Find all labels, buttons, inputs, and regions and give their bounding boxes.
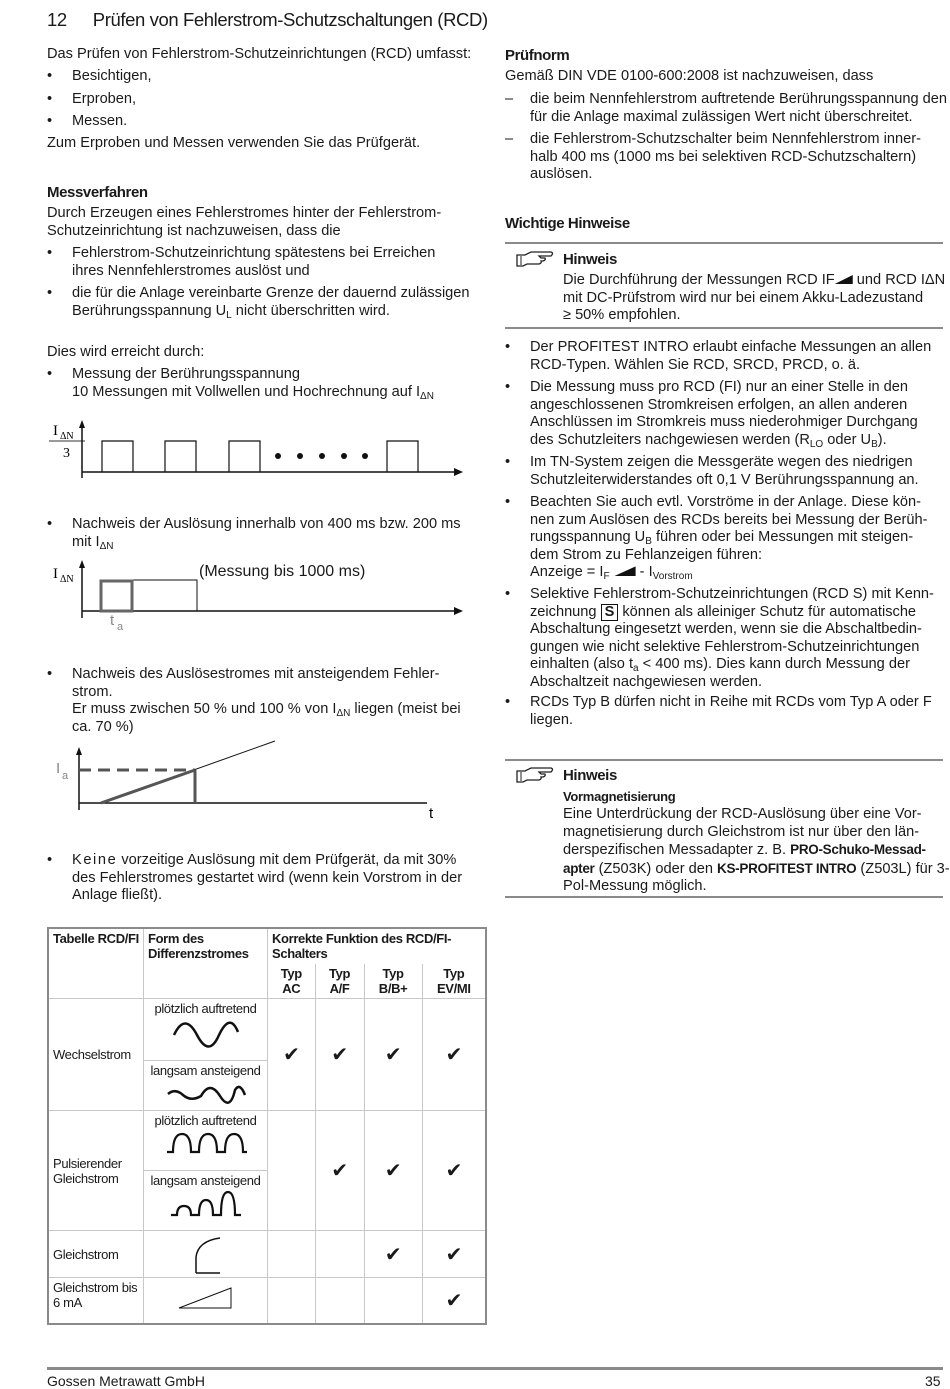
norm-text: Gemäß DIN VDE 0100-600:2008 ist nachzuweisen, dass [505, 68, 874, 84]
bullet-icon: • [47, 68, 53, 84]
ramp-icon [176, 1282, 236, 1312]
heading-pruefnorm: Prüfnorm [505, 47, 570, 64]
page-title [47, 9, 488, 31]
bullet-icon: • [47, 666, 53, 682]
pointing-hand-icon [515, 766, 555, 784]
section-title: Prüfen von Fehlerstrom-Schutzschaltungen (RCD) [92, 9, 488, 30]
table-row [48, 1111, 486, 1171]
bullet-icon: • [47, 852, 53, 868]
axis-label: I [53, 566, 58, 582]
ramp-icon [835, 275, 853, 284]
method-text: Durch Erzeugen eines Fehlerstromes hinter der Fehlerstrom- Schutzeinrichtung ist nachzuweisen, dass die [47, 205, 442, 239]
achieved-text: Dies wird erreicht durch: [47, 344, 205, 360]
pointing-hand-icon [515, 250, 555, 268]
dash-icon: – [505, 91, 514, 107]
check-b: ✔ [364, 1231, 422, 1278]
type-header: Typ A/F [315, 964, 364, 999]
divider [505, 242, 943, 244]
form-label: plötzlich auftretend [154, 1001, 257, 1016]
form-label: plötzlich auftretend [154, 1113, 257, 1128]
table-header: Korrekte Funktion des RCD/FI-Schalters [268, 928, 487, 964]
bullet-icon: • [47, 285, 53, 301]
table-header: Form des Differenzstromes [144, 928, 268, 999]
type-header: Typ AC [268, 964, 316, 999]
list-item-text: Der PROFITEST INTRO erlaubt einfache Messungen an allen RCD-Typen. Wählen Sie RCD, SRCD, PRCD, o. ä. [530, 339, 932, 373]
table-row [48, 1278, 486, 1324]
hint-subtitle: Vormagnetisierung [563, 789, 676, 804]
heading-messverfahren: Messverfahren [47, 184, 148, 201]
row-name: Pulsierender Gleichstrom [48, 1111, 144, 1231]
row-name: Gleichstrom bis 6 mA [48, 1278, 144, 1324]
check-b: ✔ [364, 1111, 422, 1231]
list-item-text: Messen. [72, 113, 128, 129]
page-number: 35 [925, 1373, 941, 1389]
bullet-icon: • [47, 113, 53, 129]
diagram-trip-time [47, 558, 467, 636]
list-item-text: die Fehlerstrom-Schutzschalter beim Nennfehlerstrom inner- halb 400 ms (1000 ms bei selektiven RCD-Schutzschaltern) auslösen. [530, 131, 921, 183]
list-item-text: die beim Nennfehlerstrom auftretende Berührungsspannung den für die Anlage maximal zulässigen Wert nicht überschreitet. [530, 91, 948, 125]
axis-label: I [53, 423, 58, 439]
divider [505, 327, 943, 329]
heading-wichtige-hinweise: Wichtige Hinweise [505, 215, 630, 232]
bullet-icon: • [505, 494, 511, 510]
rcd-table [47, 927, 487, 1325]
axis-label-sub: ΔN [60, 574, 74, 585]
check-ac: ✔ [268, 999, 316, 1111]
diagram-note: (Messung bis 1000 ms) [199, 563, 366, 580]
pulsed-dc-icon [165, 1130, 247, 1156]
diagram-pulses [47, 418, 467, 480]
list-item-text: Fehlerstrom-Schutzeinrichtung spätestens bei Erreichen ihres Nennfehlerstromes auslöst und [72, 245, 436, 279]
list-item-text: RCDs Typ B dürfen nicht in Reihe mit RCDs vom Typ A oder F liegen. [530, 694, 932, 728]
bullet-icon: • [505, 339, 511, 355]
axis-label-sub: ΔN [60, 431, 74, 442]
intro-end: Zum Erproben und Messen verwenden Sie das Prüfgerät. [47, 135, 421, 151]
time-label-sub: a [117, 621, 124, 633]
bullet-icon: • [47, 245, 53, 261]
intro-text: Das Prüfen von Fehlerstrom-Schutzeinrichtungen (RCD) umfasst: [47, 46, 472, 62]
bullet-icon: • [505, 586, 511, 602]
list-item-text: Messung der Berührungsspannung 10 Messungen mit Vollwellen und Hochrechnung auf $I_{\Delta N}$ [72, 366, 434, 402]
row-name: Wechselstrom [48, 999, 144, 1111]
list-item-text: Keine vorzeitige Auslösung mit dem Prüfgerät, da mit 30% des Fehlerstromes gestartet wird (wenn kein Vorstrom in der Anlage fließt). [72, 852, 463, 904]
check-ev: ✔ [422, 1231, 486, 1278]
check-af: ✔ [315, 999, 364, 1111]
check-af: ✔ [315, 1111, 364, 1231]
bullet-icon: • [47, 91, 53, 107]
sine-wave-icon [171, 1018, 241, 1058]
bullet-icon: • [505, 694, 511, 710]
bullet-icon: • [47, 366, 53, 382]
hint-text: Die Durchführung der Messungen RCD IF und RCD IΔN mit DC-Prüfstrom wird nur bei einem Akku-Ladezustand ≥ 50% empfohlen. [563, 272, 946, 324]
dc-curve-icon [186, 1235, 226, 1275]
type-header: Typ EV/MI [422, 964, 486, 999]
table-header: Tabelle RCD/FI [48, 928, 144, 999]
diagram-ramp [47, 735, 467, 825]
list-item-text: Im TN-System zeigen die Messgeräte wegen des niedrigen Schutzleiterwiderstandes oft 0,1 V Berührungsspannung an. [530, 454, 919, 488]
form-label: langsam ansteigend [150, 1173, 261, 1188]
divider [505, 896, 943, 898]
check-ev: ✔ [422, 999, 486, 1111]
check-b: ✔ [364, 999, 422, 1111]
list-item-text: Selektive Fehlerstrom-Schutzeinrichtungen (RCD S) mit Kenn- zeichnung S können als alleiniger Schutz für automatische Abschaltung eingesetzt werden, wenn sie die Abschaltbedin- gungen wie nicht selektive Fehlerstrom-Schutzeinrichtungen einhalten (also $t_a < 400$ ms). Dies kann durch Messung der Abschaltzeit nachgewiesen werden. [530, 586, 934, 690]
list-item-text: Besichtigen, [72, 68, 152, 84]
bullet-icon: • [505, 379, 511, 395]
rising-pulsed-dc-icon [169, 1190, 243, 1218]
list-item-text: Die Messung muss pro RCD (FI) nur an einer Stelle in den angeschlossenen Stromkreisen erfolgen, an allen anderen Anschlüssen im Stromkreis muss niederohmiger Durchgang des Schutzleiters nachgewiesen werden ($R_{LO}$ oder $U_B$). [530, 379, 918, 450]
dash-icon: – [505, 131, 514, 147]
axis-label-sub: a [62, 770, 69, 782]
table-row [48, 1231, 486, 1278]
divider [505, 759, 943, 761]
axis-label-denominator: 3 [63, 446, 70, 461]
rising-sine-icon [165, 1080, 247, 1106]
check-ev: ✔ [422, 1278, 486, 1324]
bullet-icon: • [505, 454, 511, 470]
form-label: langsam ansteigend [150, 1063, 261, 1078]
time-label: t [110, 612, 115, 629]
section-number: 12 [47, 9, 67, 30]
list-item-text: Nachweis der Auslösung innerhalb von 400 ms bzw. 200 ms mit $I_{\Delta N}$ [72, 516, 461, 552]
list-item-text: die für die Anlage vereinbarte Grenze der dauernd zulässigen Berührungsspannung $U_L$ nicht überschritten wird. [72, 285, 470, 321]
bullet-icon: • [47, 516, 53, 532]
hint-text: Eine Unterdrückung der RCD-Auslösung über eine Vor- magnetisierung durch Gleichstrom ist nur über den län- derspezifischen Messadapter z. B. PRO-Schuko-Messad- apter (Z503K) oder den KS-PROFITEST INTRO (Z503L) für 3- Pol-Messung möglich. [563, 806, 950, 895]
footer-company: Gossen Metrawatt GmbH [47, 1373, 205, 1389]
hint-title: Hinweis [563, 251, 617, 268]
list-item-text: Erproben, [72, 91, 137, 107]
footer-rule [47, 1367, 943, 1370]
table-row [48, 999, 486, 1061]
type-header: Typ B/B+ [364, 964, 422, 999]
time-axis-label: t [429, 805, 434, 822]
ramp-icon [614, 566, 636, 576]
selective-s-symbol: S [601, 604, 619, 621]
list-item-text: Beachten Sie auch evtl. Vorströme in der Anlage. Diese kön- nen zum Auslösen des RCDs bereits bei Messung der Berüh- rungsspannung $U_B$ führen oder bei Messungen mit steigen- dem Strom zu Fehlanzeigen führen: Anzeige = $I_F - I_{Vorstrom}$ [530, 494, 928, 583]
hint-title: Hinweis [563, 767, 617, 784]
check-ev: ✔ [422, 1111, 486, 1231]
row-name: Gleichstrom [48, 1231, 144, 1278]
axis-label: I [56, 760, 61, 777]
list-item-text: Nachweis des Auslösestromes mit ansteigendem Fehler- strom. Er muss zwischen 50 % und 100 % von $I_{\Delta N}$ liegen (meist bei ca. 70 %) [72, 666, 461, 735]
